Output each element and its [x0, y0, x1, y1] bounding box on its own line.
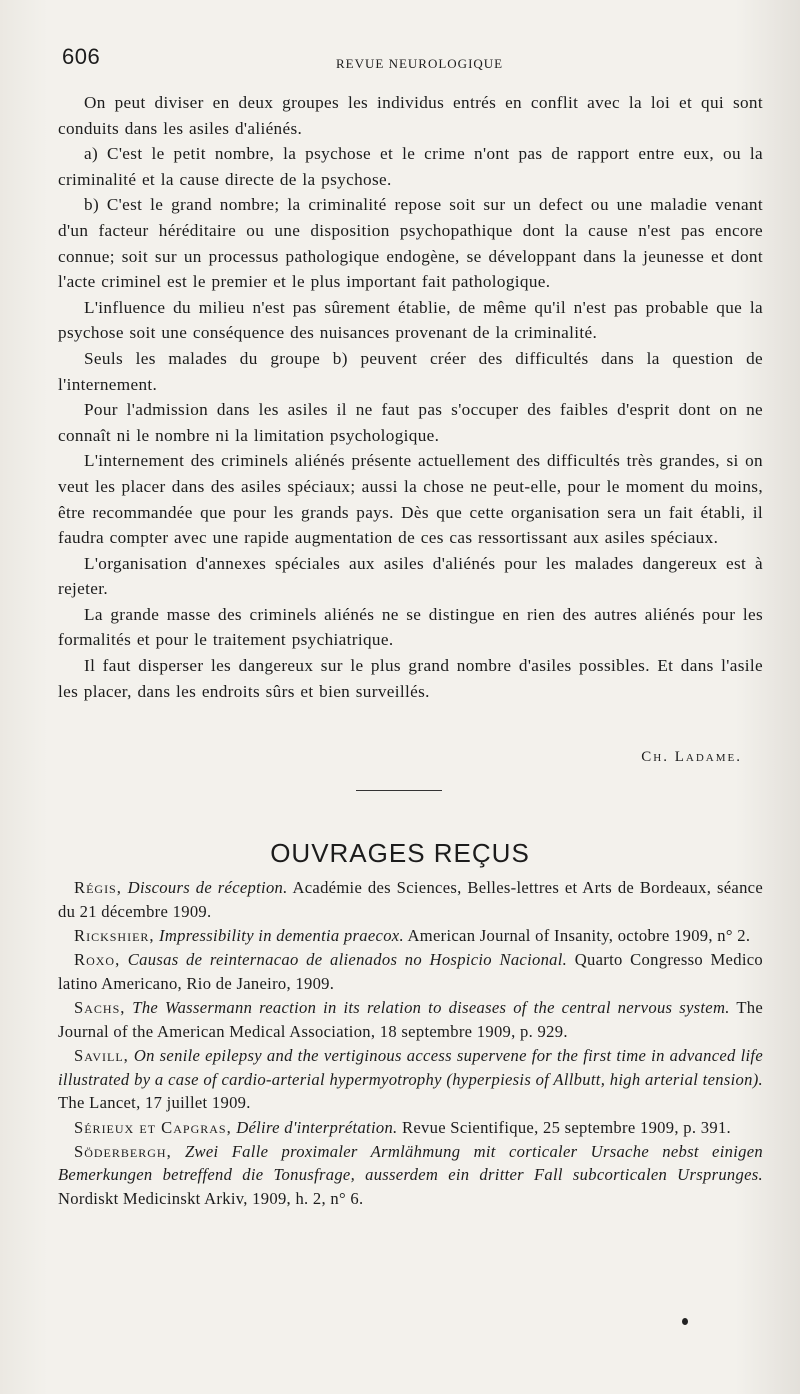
ink-speck	[682, 1318, 688, 1325]
reference-title: Discours de réception.	[127, 878, 288, 897]
paragraph: L'internement des criminels aliénés présente actuellement des difficultés très grandes, si on veut les placer dans des asiles spéciaux; aussi la chose ne peut-elle, pour le moment du moins, être recommandée que pour les grands pays. Dès que cette organisation sera un fait établi, il faudra compter avec une rapide augmentation de ces cas ressortissant aux asiles spéciaux.	[58, 451, 763, 548]
reference-title: The Wassermann reaction in its relation to diseases of the central nervous system.	[132, 998, 730, 1018]
reference-details: Quarto Congresso Medico latino Americano, Rio de Janeiro, 1909.	[58, 950, 763, 993]
reference-title: On senile epilepsy and the vertiginous access supervene for the first time in advanced life illustrated by a case of cardio-arterial hypermyotrophy (hyperpiesis of Allbutt, high arterial tension).	[58, 1045, 764, 1089]
page-number: 606	[62, 44, 101, 69]
article-body	[58, 90, 763, 704]
reference-item	[58, 1116, 763, 1140]
paragraph: Seuls les malades du groupe b) peuvent créer des difficultés dans la question de l'internement.	[58, 348, 763, 394]
paragraph: a) C'est le petit nombre, la psychose et le crime n'ont pas de rapport entre eux, ou la criminalité et la cause directe de la psychose.	[58, 144, 763, 189]
reference-author: Régis,	[74, 878, 122, 897]
reference-item	[58, 924, 763, 948]
reference-author: Sachs,	[74, 998, 126, 1018]
paragraph: b) C'est le grand nombre; la criminalité repose soit sur un defect ou une maladie venant d'un facteur héréditaire ou une disposition psychopathique dont la cause n'est pas encore connue; soit sur un processus pathologique endogène, se développant dans la jeunesse et dont l'acte criminel est le premier et le plus important fait pathologique.	[58, 195, 763, 292]
paragraph: La grande masse des criminels aliénés ne se distingue en rien des autres aliénés pour les formalités et pour le traitement psychiatrique.	[58, 604, 763, 650]
paragraph: L'influence du milieu n'est pas sûrement établie, de même qu'il n'est pas probable que la psychose soit une conséquence des nuisances provenant de la criminalité.	[58, 297, 763, 343]
reference-details: Revue Scientifique, 25 septembre 1909, p. 391.	[401, 1117, 731, 1137]
reference-author: Roxo,	[74, 950, 121, 970]
paragraph: On peut diviser en deux groupes les individus entrés en conflit avec la loi et qui sont conduits dans les asiles d'aliénés.	[58, 93, 763, 138]
section-title: OUVRAGES REÇUS	[270, 838, 530, 868]
reference-author: Savill,	[74, 1045, 129, 1065]
author-signature: Ch. Ladame.	[641, 749, 742, 765]
reference-author: Sérieux et Capgras,	[74, 1117, 232, 1137]
reference-author: Rickshier,	[74, 925, 155, 945]
reference-item	[58, 1044, 763, 1115]
reference-item	[58, 948, 763, 995]
running-title: REVUE NEUROLOGIQUE	[336, 56, 504, 71]
reference-details: The Journal of the American Medical Association, 18 septembre 1909, p. 929.	[58, 998, 764, 1041]
reference-details: Académie des Sciences, Belles-lettres et Arts de Bordeaux, séance du 21 décembre 1909.	[58, 878, 763, 921]
reference-title: Causas de reinternacao de alienados no Hospicio Nacional.	[127, 950, 568, 970]
reference-author: Söderbergh,	[74, 1141, 172, 1161]
reference-title: Zwei Falle proximaler Armlähmung mit corticaler Ursache nebst einigen Bemerkungen betreffend die Tonusfrage, ausserdem ein dritter Fall subcorticalen Ursprunges.	[58, 1141, 763, 1185]
reference-item	[58, 996, 763, 1043]
reference-title: Impressibility in dementia praecox.	[159, 925, 404, 945]
paragraph: Il faut disperser les dangereux sur le plus grand nombre d'asiles possibles. Et dans l'asile les placer, dans les endroits sûrs et bien surveillés.	[58, 656, 763, 701]
reference-item	[58, 1140, 763, 1211]
paragraph: L'organisation d'annexes spéciales aux asiles d'aliénés pour les malades dangereux est à rejeter.	[58, 553, 763, 599]
reference-details: Nordiskt Medicinskt Arkiv, 1909, h. 2, n° 6.	[58, 1189, 364, 1209]
section-divider	[356, 790, 442, 791]
paragraph: Pour l'admission dans les asiles il ne faut pas s'occuper des faibles d'esprit dont on ne connaît ni le nombre ni la limitation psychologique.	[58, 400, 763, 445]
reference-title: Délire d'interprétation.	[236, 1117, 398, 1137]
references-list	[58, 876, 763, 1211]
reference-details: The Lancet, 17 juillet 1909.	[58, 1093, 251, 1113]
reference-details: American Journal of Insanity, octobre 1909, n° 2.	[407, 925, 751, 945]
reference-item	[58, 876, 763, 923]
